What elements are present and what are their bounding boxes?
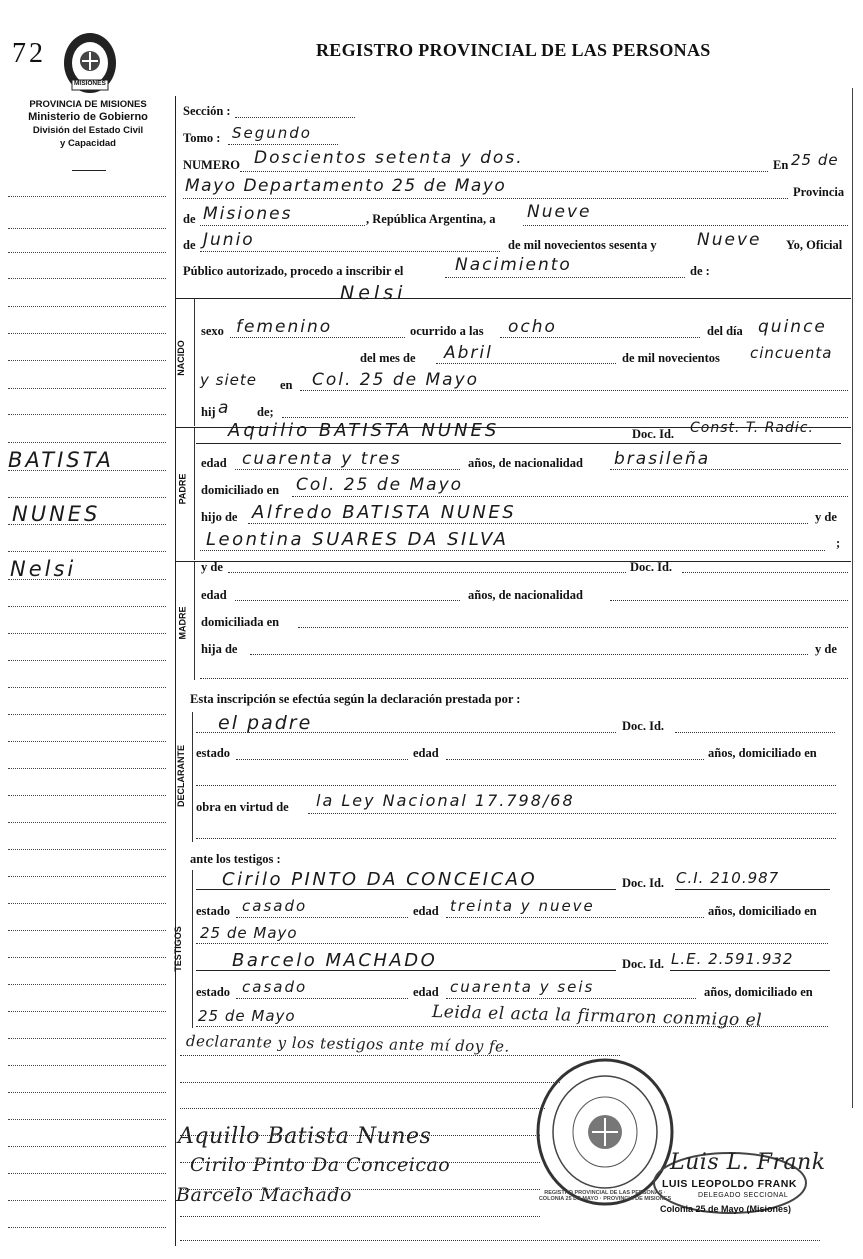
value-abuela: Leontina SUARES DA SILVA: [206, 529, 509, 550]
label-madre-doc: Doc. Id.: [630, 560, 673, 574]
label-padre-domicilio: domiciliado en: [201, 483, 280, 497]
value-hora: ocho: [508, 317, 557, 337]
closing-line-1: Leida el acta la firmaron conmigo el: [431, 1002, 763, 1031]
label-de-semicolon: de;: [257, 405, 274, 419]
official-location: Colonia 25 de Mayo (Misiones): [660, 1204, 792, 1214]
value-anio: Nueve: [697, 230, 762, 250]
label-semicolon: ;: [836, 536, 841, 550]
section-label-testigos: TESTIGOS: [172, 926, 183, 972]
margin-surname-1: BATISTA: [8, 448, 114, 472]
value-testigo2-estado: casado: [242, 978, 308, 996]
official-title: DELEGADO SECCIONAL: [698, 1192, 789, 1199]
value-sexo: femenino: [236, 317, 333, 337]
section-label-nacido: NACIDO: [175, 340, 186, 376]
label-testigo1-domicilio: años, domiciliado en: [708, 904, 817, 918]
value-testigo2-domicilio: 25 de Mayo: [198, 1007, 296, 1025]
signature-testigo-1: Cirilo Pinto Da Conceicao: [190, 1154, 451, 1176]
label-de-colon: de :: [690, 264, 710, 278]
value-dia: Nueve: [527, 202, 592, 222]
label-en: En: [773, 158, 789, 172]
label-de-mes: de: [183, 238, 196, 252]
label-testigo1-doc: Doc. Id.: [622, 876, 665, 890]
label-declarante-estado: estado: [196, 746, 231, 760]
value-mes: Junio: [203, 230, 255, 250]
label-en-lugar: en: [280, 378, 293, 392]
label-hij: hij: [201, 405, 216, 419]
label-declarante-doc: Doc. Id.: [622, 719, 665, 733]
label-madre-y-de: y de: [201, 560, 223, 574]
label-del-dia: del día: [707, 324, 743, 338]
value-numero: Doscientos setenta y dos.: [254, 148, 524, 168]
value-dia-nacimiento: quince: [758, 317, 827, 337]
value-hij-suffix: a: [218, 398, 231, 418]
seal-text: REGISTRO PROVINCIAL DE LAS PERSONAS · COLONIA 25 DE MAYO · PROVINCIA DE MISIONES: [538, 1190, 672, 1202]
value-provincia: Misiones: [203, 204, 293, 224]
label-padre-nacionalidad: años, de nacionalidad: [468, 456, 583, 470]
label-declarante-domicilio: años, domiciliado en: [708, 746, 817, 760]
label-de-mil-novecientos: de mil novecientos: [622, 351, 720, 365]
label-padre-doc: Doc. Id.: [632, 427, 675, 441]
ministry-name: Ministerio de Gobierno: [28, 111, 148, 123]
label-testigo1-estado: estado: [196, 904, 231, 918]
value-testigo1-nombre: Cirilo PINTO DA CONCEICAO: [222, 869, 538, 890]
capacity-name: y Capacidad: [60, 138, 116, 149]
margin-given-name: Nelsi: [10, 557, 77, 581]
value-padre-nombre: Aquilio BATISTA NUNES: [228, 420, 500, 441]
value-testigo2-nombre: Barcelo MACHADO: [232, 950, 438, 971]
crest-label: MISIONES: [74, 80, 106, 87]
label-testigo2-doc: Doc. Id.: [622, 957, 665, 971]
label-republica: , República Argentina, a: [366, 212, 496, 226]
value-tomo: Segundo: [232, 124, 312, 142]
label-hija-de: hija de: [201, 642, 238, 656]
frame-left-line: [175, 96, 176, 1246]
section-label-declarante: DECLARANTE: [176, 745, 186, 807]
document-title: REGISTRO PROVINCIAL DE LAS PERSONAS: [316, 40, 711, 60]
division-name: División del Estado Civil: [32, 125, 144, 136]
label-testigo2-edad: edad: [413, 985, 439, 999]
official-stamp: [650, 1148, 850, 1228]
label-mil-novecientos-sesenta: de mil novecientos sesenta y: [508, 238, 657, 252]
value-dia-registro: 25 de: [791, 151, 839, 169]
closing-line-2: declarante y los testigos ante mí doy fe.: [185, 1032, 510, 1056]
label-madre-domicilio: domiciliada en: [201, 615, 280, 629]
value-abuelo: Alfredo BATISTA NUNES: [252, 502, 517, 523]
label-numero: NUMERO: [183, 158, 240, 172]
frame-inner-line-padre: [194, 428, 195, 560]
value-padre-edad: cuarenta y tres: [242, 449, 402, 469]
value-testigo1-edad: treinta y nueve: [450, 897, 595, 915]
section-label-padre: PADRE: [177, 473, 188, 505]
page-number: 72: [12, 38, 46, 69]
value-padre-domicilio: Col. 25 de Mayo: [296, 475, 464, 495]
value-anio-nacimiento-2: y siete: [200, 371, 257, 389]
label-sexo: sexo: [201, 324, 224, 338]
label-seccion: Sección :: [183, 104, 231, 118]
value-ley: la Ley Nacional 17.798/68: [316, 791, 575, 810]
label-testigo2-estado: estado: [196, 985, 231, 999]
section-label-madre: MADRE: [177, 606, 188, 640]
frame-inner-line-madre: [194, 562, 195, 680]
label-del-mes: del mes de: [360, 351, 416, 365]
frame-inner-line-testigos: [192, 870, 193, 1028]
value-mes-registro: Mayo Departamento 25 de Mayo: [185, 176, 507, 196]
value-nombre: Nelsi: [340, 282, 407, 304]
divider: [72, 170, 106, 171]
label-padre-edad: edad: [201, 456, 227, 470]
issuing-authority: [6, 98, 170, 150]
value-testigo2-doc: L.E. 2.591.932: [671, 950, 794, 968]
label-hijo-de: hijo de: [201, 510, 238, 524]
value-testigo1-doc: C.I. 210.987: [676, 869, 780, 887]
value-declarante: el padre: [218, 712, 313, 734]
value-lugar-nacimiento: Col. 25 de Mayo: [312, 370, 480, 390]
provincial-crest: [60, 30, 120, 96]
label-declaracion: Esta inscripción se efectúa según la declaración prestada por :: [190, 692, 521, 706]
margin-surname-2: NUNES: [12, 502, 101, 526]
signature-testigo-2: Barcelo Machado: [176, 1184, 352, 1206]
frame-inner-line-declarante: [192, 712, 193, 842]
province-name: PROVINCIA DE MISIONES: [29, 99, 147, 110]
value-testigo1-estado: casado: [242, 897, 308, 915]
signature-padre: Aquillo Batista Nunes: [178, 1124, 432, 1149]
label-de-provincia: de: [183, 212, 196, 226]
value-testigo1-domicilio: 25 de Mayo: [200, 924, 298, 942]
value-testigo2-edad: cuarenta y seis: [450, 978, 595, 996]
label-testigo2-domicilio: años, domiciliado en: [704, 985, 813, 999]
label-ocurrido: ocurrido a las: [410, 324, 484, 338]
label-obra: obra en virtud de: [196, 800, 289, 814]
label-madre-edad: edad: [201, 588, 227, 602]
label-tomo: Tomo :: [183, 131, 221, 145]
label-declarante-edad: edad: [413, 746, 439, 760]
label-ante-testigos: ante los testigos :: [190, 852, 281, 866]
label-yo-oficial: Yo, Oficial: [786, 238, 843, 252]
official-signature: Luis L. Frank: [670, 1150, 826, 1175]
label-provincia: Provincia: [793, 185, 845, 199]
label-madre-nacionalidad: años, de nacionalidad: [468, 588, 583, 602]
official-name: LUIS LEOPOLDO FRANK: [662, 1178, 797, 1190]
label-y-de-1: y de: [815, 510, 837, 524]
value-mes-nacimiento: Abril: [444, 343, 493, 363]
frame-right-line: [852, 88, 853, 1108]
value-acto: Nacimiento: [455, 255, 572, 275]
frame-inner-line-nacido: [194, 298, 195, 426]
value-padre-nacionalidad: brasileña: [614, 449, 711, 469]
value-padre-doc: Const. T. Radic.: [690, 420, 814, 436]
label-testigo1-edad: edad: [413, 904, 439, 918]
value-anio-nacimiento-1: cincuenta: [750, 344, 833, 362]
label-madre-y-de-2: y de: [815, 642, 837, 656]
label-publico: Público autorizado, procedo a inscribir el: [183, 264, 404, 278]
